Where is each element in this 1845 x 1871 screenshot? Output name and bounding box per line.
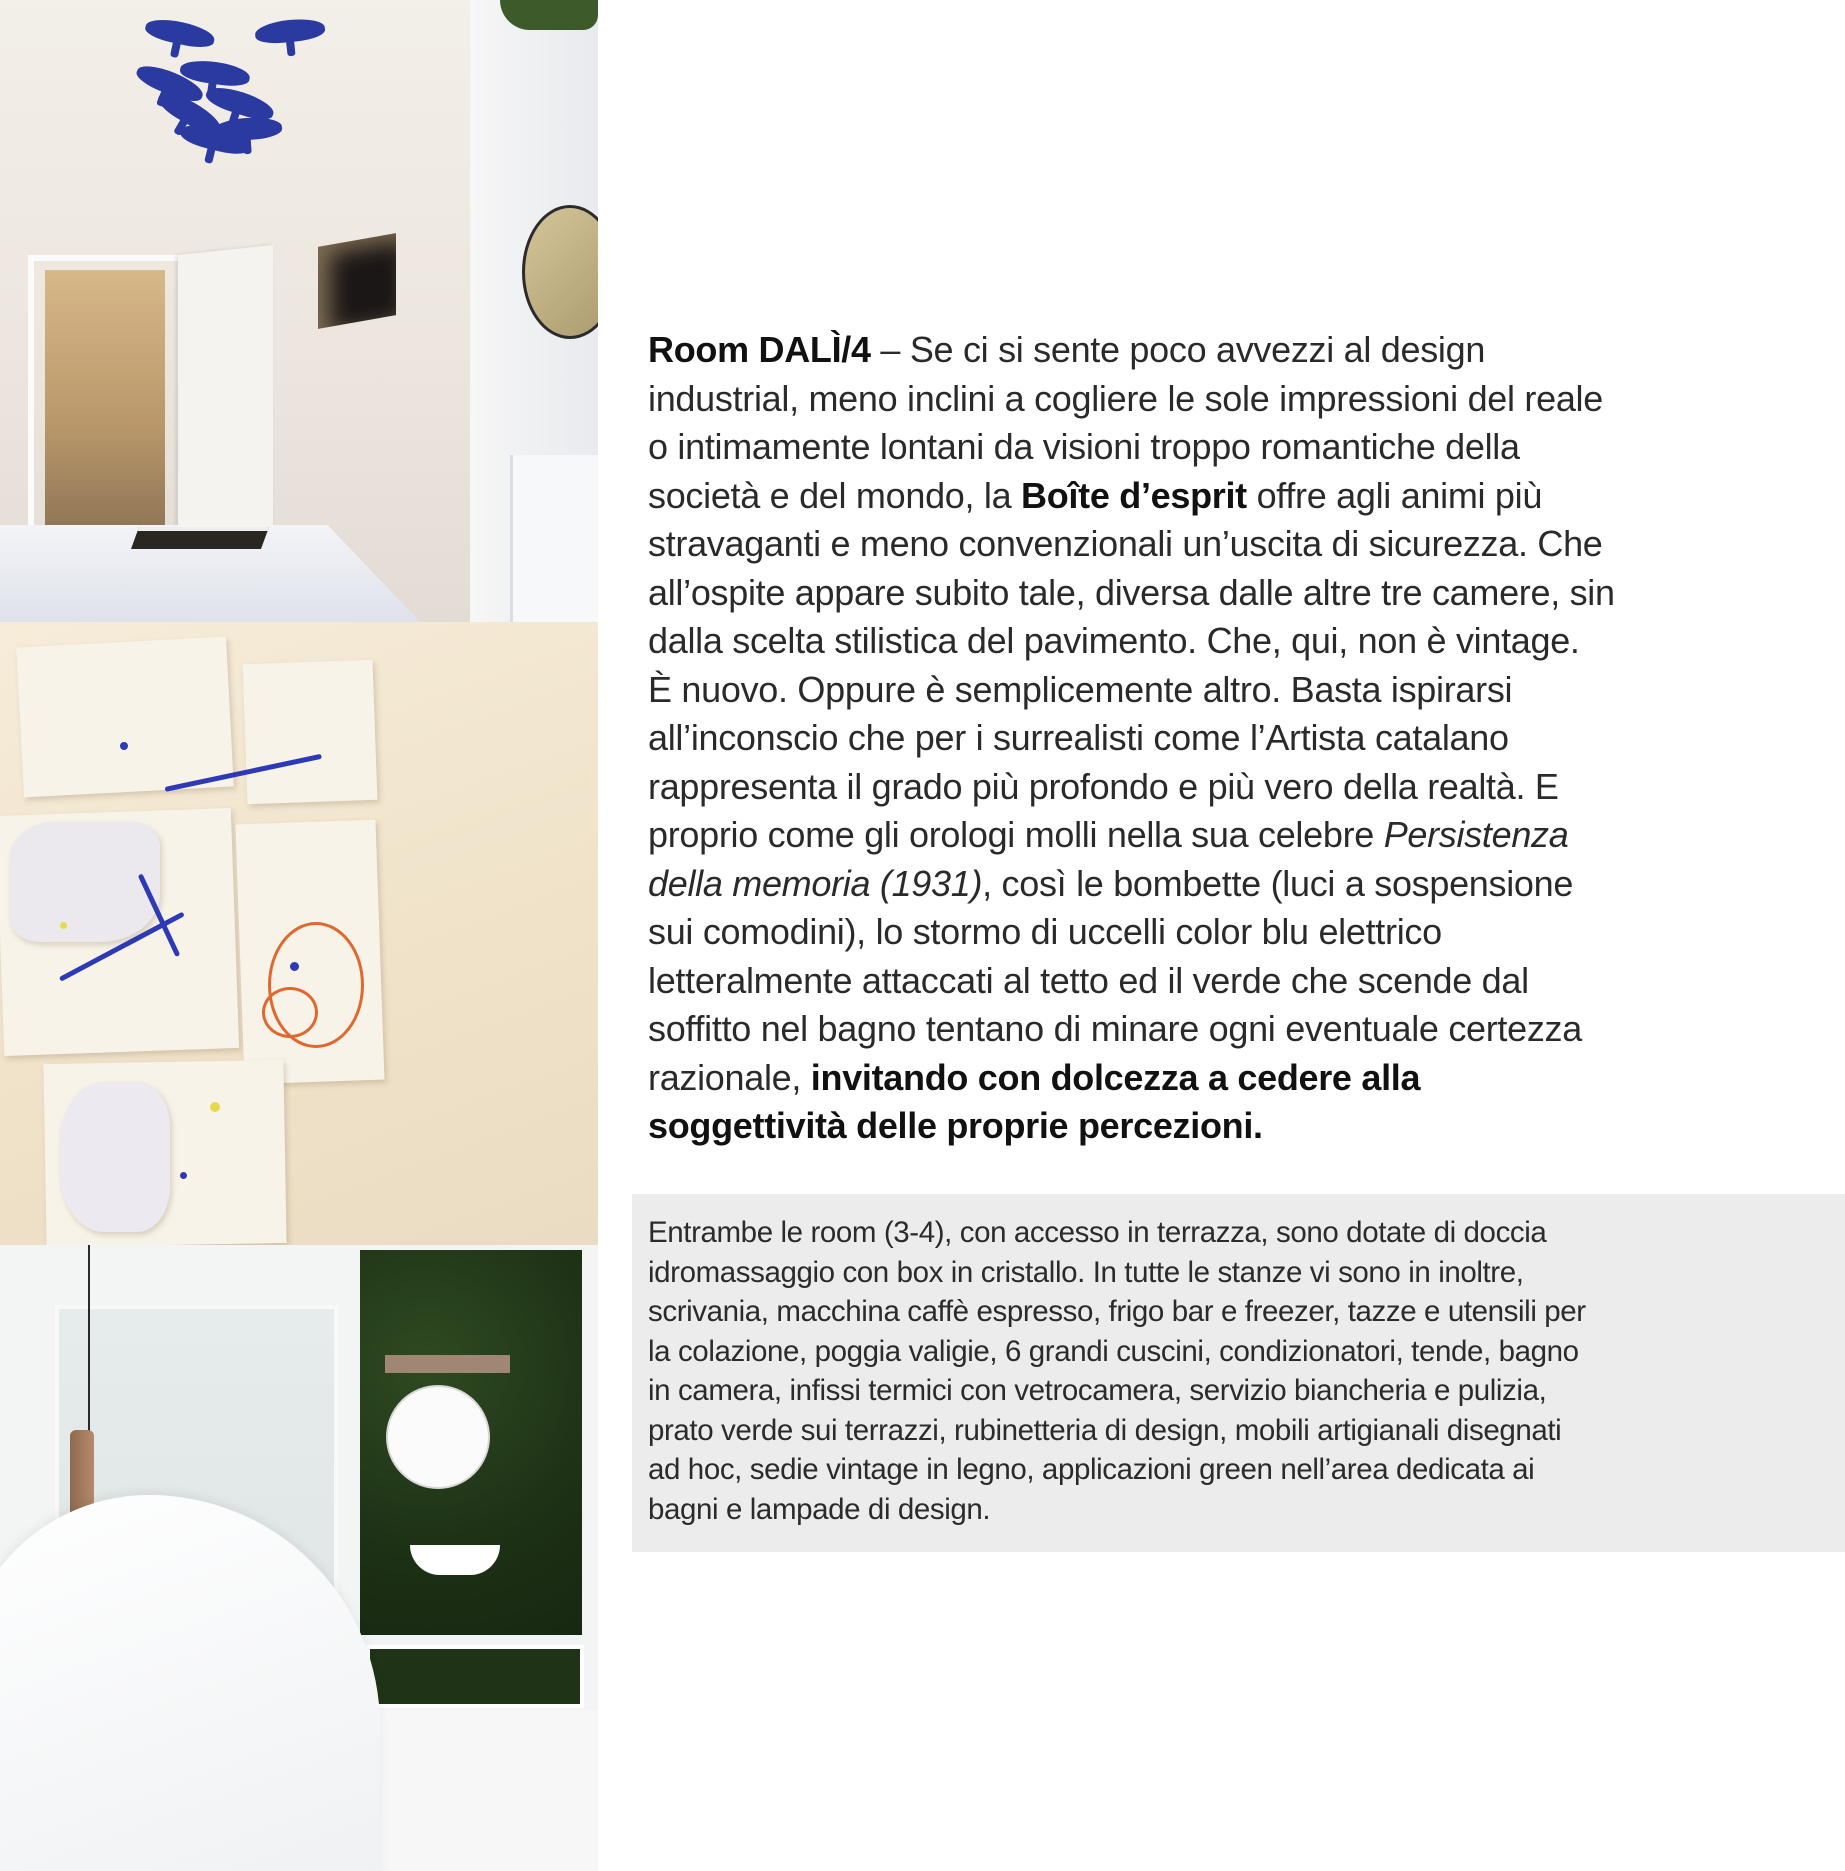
paint-dot xyxy=(60,922,67,929)
article-line xyxy=(648,714,1728,763)
body-text: all’inconscio che per i surrealisti come l’Artista catalano xyxy=(648,717,1509,758)
open-book xyxy=(131,527,269,549)
article-line xyxy=(648,860,1728,909)
paint-dot xyxy=(120,742,128,750)
body-text: o intimamente lontani da visioni troppo romantiche della xyxy=(648,426,1520,467)
article-line xyxy=(648,1054,1728,1103)
amenities-line: prato verde sui terrazzi, rubinetteria di design, mobili artigianali disegnati xyxy=(648,1413,1562,1447)
article-line xyxy=(648,908,1728,957)
body-text: razionale, xyxy=(648,1056,811,1098)
article-line xyxy=(648,569,1728,618)
crumpled-paper xyxy=(10,822,160,942)
body-text: dalla scelta stilistica del pavimento. Che, qui, non è vintage. xyxy=(648,620,1580,661)
italic-text: Persistenza xyxy=(1383,814,1569,855)
art-panel xyxy=(16,637,234,798)
bold-text: soggettività delle proprie percezioni. xyxy=(648,1105,1263,1146)
paint-dot xyxy=(210,1102,220,1112)
door-frame xyxy=(28,255,192,537)
body-text: È nuovo. Oppure è semplicemente altro. Basta ispirarsi xyxy=(648,668,1513,710)
photo-bathroom xyxy=(0,1245,598,1871)
amenities-line: in camera, infissi termici con vetrocamera, servizio biancheria e pulizia, xyxy=(648,1374,1547,1407)
body-text: industrial, meno inclini a cogliere le sole impressioni del reale xyxy=(648,377,1603,419)
body-text: stravaganti e meno convenzionali un’uscita di sicurezza. Che xyxy=(648,523,1603,564)
bold-text: Boîte d’esprit xyxy=(1021,474,1247,516)
amenities-line: idromassaggio con box in cristallo. In tutte le stanze vi sono in inoltre, xyxy=(648,1255,1524,1289)
bold-text: invitando con dolcezza a cedere alla xyxy=(810,1056,1421,1098)
amenities-text xyxy=(648,1213,1768,1529)
body-text: società e del mondo, la xyxy=(648,474,1022,516)
door xyxy=(178,245,273,555)
moss-wall-lower xyxy=(366,1645,584,1708)
orange-loop xyxy=(262,987,318,1038)
mirror-lamp xyxy=(385,1355,510,1373)
amenities-line: la colazione, poggia valigie, 6 grandi cuscini, condizionatori, tende, bagno xyxy=(648,1334,1579,1368)
art-panel xyxy=(243,660,378,804)
wall-tv xyxy=(318,233,396,329)
article-line xyxy=(648,423,1728,472)
article-line xyxy=(648,763,1728,812)
moss-ceiling xyxy=(500,0,598,30)
body-text: soffitto nel bagno tentano di minare ogni eventuale certezza xyxy=(648,1008,1582,1049)
paint-dot xyxy=(290,962,299,971)
bird-icon xyxy=(143,15,216,51)
body-text: proprio come gli orologi molli nella sua celebre xyxy=(648,814,1384,855)
photo-artwork xyxy=(0,622,598,1245)
article-body xyxy=(648,326,1728,1151)
article-line xyxy=(648,1005,1728,1054)
italic-text: della memoria (1931) xyxy=(648,862,983,904)
photo-bedroom xyxy=(0,0,598,622)
round-mirror xyxy=(386,1385,490,1489)
body-text: rappresenta il grado più profondo e più vero della realtà. E xyxy=(648,765,1559,807)
photo-column xyxy=(0,0,598,1871)
amenities-line: scrivania, macchina caffè espresso, frigo bar e freezer, tazze e utensili per xyxy=(648,1295,1586,1328)
article-line xyxy=(648,520,1728,569)
pendant-wire xyxy=(88,1245,90,1435)
body-text: sui comodini), lo stormo di uccelli color blu elettrico xyxy=(648,911,1442,952)
body-text: all’ospite appare subito tale, diversa dalle altre tre camere, sin xyxy=(648,571,1615,613)
article-line xyxy=(648,375,1728,424)
amenities-line: ad hoc, sedie vintage in legno, applicazioni green nell’area dedicata ai xyxy=(648,1453,1535,1486)
bathroom-shelf xyxy=(510,455,598,622)
article-line xyxy=(648,472,1728,521)
article-line xyxy=(648,326,1728,375)
bird-icon xyxy=(254,16,326,45)
body-text: – Se ci si sente poco avvezzi al design xyxy=(870,329,1486,370)
article-line xyxy=(648,957,1728,1006)
article-line xyxy=(648,811,1728,860)
body-text: , così le bombette (luci a sospensione xyxy=(982,862,1574,904)
crumpled-paper xyxy=(60,1082,170,1232)
article-line xyxy=(648,666,1728,715)
body-text: offre agli animi più xyxy=(1246,474,1543,516)
bold-text: Room DALÌ/4 xyxy=(648,329,871,370)
article-line xyxy=(648,1102,1728,1151)
body-text: letteralmente attaccati al tetto ed il verde che scende dal xyxy=(648,959,1529,1001)
amenities-line: bagni e lampade di design. xyxy=(648,1492,991,1526)
article-line xyxy=(648,617,1728,666)
paint-dot xyxy=(180,1172,187,1179)
amenities-line: Entrambe le room (3-4), con accesso in terrazza, sono dotate di doccia xyxy=(648,1216,1547,1249)
pendant-lamp xyxy=(70,1430,94,1515)
